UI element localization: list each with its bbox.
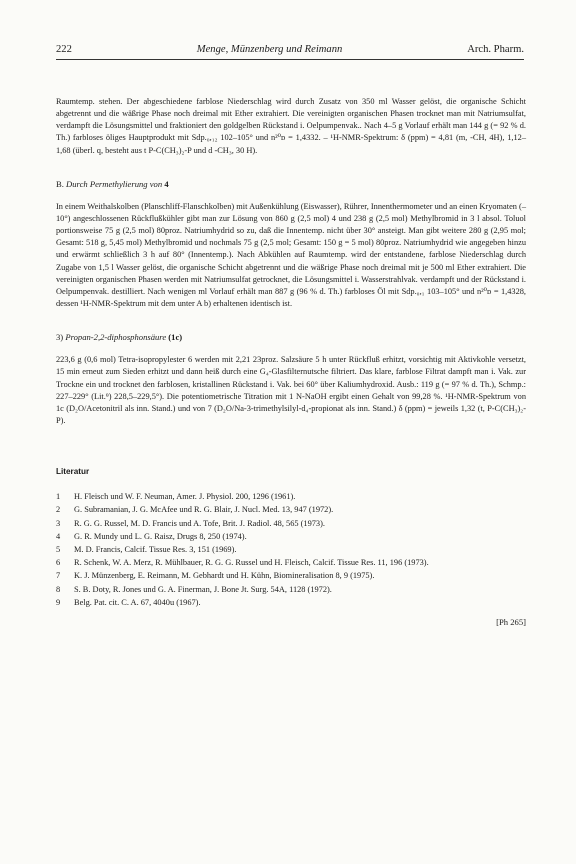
reference-number: 6 [56,558,61,568]
reference-item [56,543,526,556]
journal-name: Arch. Pharm. [467,44,524,55]
reference-item [56,569,526,582]
section-3-title: Propan-2,2-diphosphonsäure [65,332,167,343]
reference-item [56,530,526,543]
section-b-compound: 4 [164,178,169,189]
reference-text: K. J. Münzenberg, E. Reimann, M. Gebhardt und H. Kühn, Biomineralisation 8, 9 (1975). [74,571,375,581]
reference-text: M. D. Francis, Calcif. Tissue Res. 3, 151 (1969). [74,544,237,554]
section-b-heading [56,179,526,189]
reference-text: G. Subramanian, J. G. McAfee und R. G. Blair, J. Nucl. Med. 13, 947 (1972). [74,505,334,515]
reference-number: 5 [56,544,61,554]
intro-paragraph: Raumtemp. stehen. Der abgeschiedene farblose Niederschlag wird durch Zusatz von 350 ml Wasser gelöst, die organische Schicht abgetrennt und die wäßrige Phase noch dreimal mit Ether extrahiert. Die vereinigten organischen Phasen trocknet man mit Natriumsulfat, verdampft die Lösungsmittel und fraktioniert den goldgelben Rückstand i. Oelpumpenvak.. Nach 4–5 g Vorlauf erhält man 144 g (= 92 % d. Th.) farbloses öliges Hauptprodukt mit Sdp.₀,₁₂ 102–105° und n²⁰ᴅ = 1,4332. – ¹H-NMR-Spektrum: δ (ppm) = 4,81 (m, -CH, 4H), 1,12–1,68 (überl. q, besteht aus t P-C(CH₃)₂-P und d -CH₃, 30 H). [56,97,526,155]
reference-number: 1 [56,492,61,502]
section-3-compound: (1c) [168,332,183,343]
reference-text: G. R. Mundy und L. G. Raisz, Drugs 8, 250 (1974). [74,531,247,541]
reference-number: 8 [56,584,61,594]
running-header [56,44,524,60]
reference-text: Belg. Pat. cit. C. A. 67, 4040u (1967). [74,597,201,607]
reference-item [56,490,526,503]
page-number: 222 [56,44,72,55]
reference-item [56,583,526,596]
reference-item [56,503,526,516]
section-b-title: Durch Permethylierung von [66,178,163,189]
reference-item [56,517,526,530]
reference-number: 3 [56,518,61,528]
reference-text: R. Schenk, W. A. Merz, R. Mühlbauer, R. G. G. Russel und H. Fleisch, Calcif. Tissue Res. 11, 196 (1973). [74,558,429,568]
section-3-heading [56,332,526,342]
reference-item [56,556,526,569]
reference-text: S. B. Doty, R. Jones und G. A. Finerman, J. Bone Jt. Surg. 54A, 1128 (1972). [74,584,332,594]
reference-number: 9 [56,597,61,607]
reference-number: 2 [56,505,61,515]
section-b-paragraph: In einem Weithalskolben (Planschliff-Flanschkolben) mit Außenkühlung (Eiswasser), Rührer, Innenthermometer und an einen Kryomaten (– 10°) angeschlossenen Rückflußkühler gibt man zur Lösung von 860 g (2,5 mol) 4 und 238 g (2,5 mol) Methylbromid in 3 l absol. Toluol portionsweise 75 g (2,5 mol) 80proz. Natriumhydrid so zu, daß die Innentemp. nicht über 30° ansteigt. Man gibt weitere 280 g (2,95 mol; Gesamt: 518 g, 5,45 mol) Methylbromid und nochmals 75 g (2,5 mol; Gesamt: 150 g = 5 mol) 80proz. Natriumhydrid wie angegeben hinzu und erwärmt schließlich 3 h auf 80° (Innentemp.). Nach Abkühlen auf Raumtemp. wird der entstandene, farblose Niederschlag durch Zugabe von 1,5 l Wasser gelöst, die organische Schicht abgetrennt und die wäßrige Phase noch dreimal mit je 500 ml Ether extrahiert. Die vereinigten organischen Phasen werden mit Natriumsulfat getrocknet, die Lösungsmittel i. Wasserstrahlvak. verdampft und der Rückstand i. Oelpumpenvak. destilliert. Nach wenigen ml Vorlauf erhält man 887 g (96 % d. Th.) farbloses Öl mit Sdp.₀,₁ 103–105° und n²⁰ᴅ = 1,4328, dessen ¹H-NMR-Spektrum mit dem unter A b) erhaltenen identisch ist. [56,201,526,309]
section-3-prefix: 3) [56,332,64,343]
running-authors: Menge, Münzenberg und Reimann [196,44,343,55]
reference-list [56,490,526,609]
section-3-paragraph: 223,6 g (0,6 mol) Tetra-isopropylester 6 werden mit 2,21 23proz. Salzsäure 5 h unter Rückfluß erhitzt, vorsichtig mit Aktivkohle versetzt, 15 min erneut zum Sieden erhitzt und dann heiß durch eine G₄-Glasfilternutsche filtriert. Das klare, farblose Filtrat dampft man i. Vak. zur Trockne ein und trocknet den farblosen, kristallinen Rückstand i. Vak. bei 60° über Kaliumhydroxid. Ausb.: 119 g (= 97 % d. Th.), Schmp.: 227–229° (Lit.⁹) 228,5–229,5°). Die potentiometrische Titration mit 1 N-NaOH ergibt einen Gehalt von 99,28 %. ¹H-NMR-Spektrum von 1c (D₂O/Acetonitril als inn. Stand.) und von 7 (D₂O/Na-3-trimethylsilyl-d₄-propionat als inn. Stand.) δ (ppm) = jeweils 1,32 (t, P-C(CH₃)₂-P). [56,355,526,425]
section-b-prefix: B. [56,178,64,189]
reference-text: H. Fleisch und W. F. Neuman, Amer. J. Physiol. 200, 1296 (1961). [74,492,296,502]
reference-number: 4 [56,531,61,541]
manuscript-tag: [Ph 265] [496,616,526,627]
reference-text: R. G. G. Russel, M. D. Francis und A. Tofe, Brit. J. Radiol. 48, 565 (1973). [74,518,325,528]
literature-heading: Literatur [56,467,90,477]
reference-item [56,596,526,609]
reference-number: 7 [56,571,61,581]
